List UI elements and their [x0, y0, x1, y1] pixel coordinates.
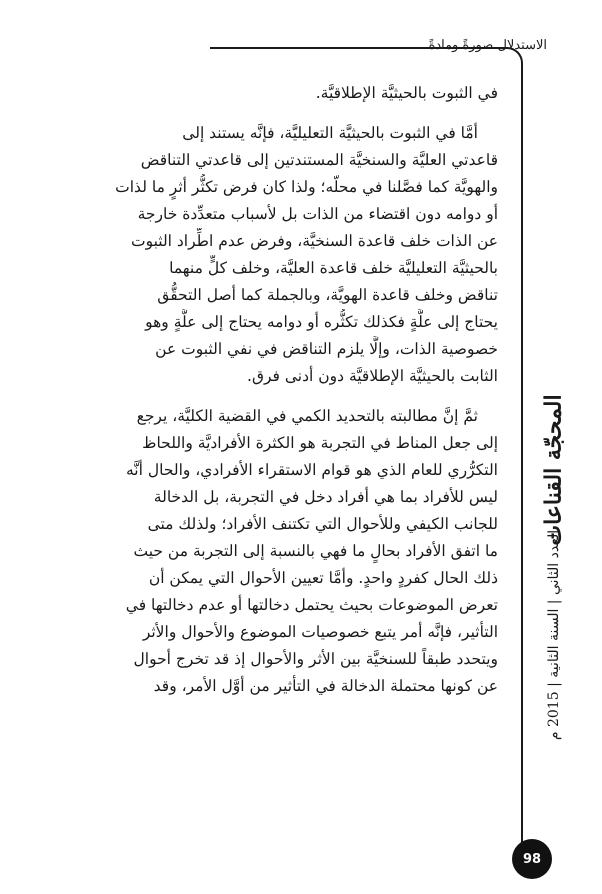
text-line: أو دوامه دون اقتضاء من الذات بل لأسباب متعدِّدة خارجة: [137, 205, 498, 223]
text-line: ذلك الحال كفردٍ واحدٍ. وأمَّا تعيين الأحوال التي يمكن أن: [148, 569, 498, 587]
text-line: خصوصية الذات، وإلَّا يلزم التناقض في نفي الثبوت عن: [155, 340, 498, 358]
text-line: ما اتفق الأفراد بحالٍ ما فهي بالنسبة إلى التجربة من حيث: [133, 542, 498, 560]
text-line: للجانب الكيفي وللأحوال التي تكتنف الأفراد؛ ولذلك متى: [147, 515, 498, 533]
text-line: تعرض الموضوعات بحيث يحتمل دخالتها أو عدم دخالتها في: [125, 596, 498, 614]
running-header: الاستدلال صورةً ومادةً: [428, 38, 547, 53]
text-line: عن كونها محتملة الدخالة في التأثير من أوَّل الأمر، وقد: [153, 677, 498, 695]
text-line: تناقض وخلف قاعدة الهويَّة، وبالجملة كما أصل التحقُّق: [157, 286, 498, 304]
text-line: في الثبوت بالحيثيَّة الإطلاقيَّة.: [315, 84, 498, 102]
text-line: والهويَّة كما فصَّلنا في محلّه؛ ولذا كان فرض تكثُّر أثرٍ ما لذات: [115, 178, 498, 196]
journal-logo-text: المحجّة القناعات: [541, 394, 567, 546]
text-line: أمَّا في الثبوت بالحيثيَّة التعليليَّة، فإنَّه يستند إلى: [182, 124, 478, 142]
page-number: 98: [512, 839, 552, 879]
text-line: التأثير، فإنَّه أمر يتبع خصوصيات الموضوع والأحوال والأثر: [142, 623, 498, 641]
paragraph-gap: [42, 390, 498, 403]
issue-info: [536, 520, 572, 750]
text-line: إلى جعل المناط في التجربة هو الكثرة الأفراديَّة واللحاظ: [142, 434, 498, 452]
text-line: قاعدتي العليَّة والسنخيَّة المستندتين إلى قاعدتي التناقض: [140, 151, 498, 169]
paragraph-gap: [42, 107, 498, 120]
journal-logo: [534, 394, 574, 546]
body-text: [42, 80, 498, 700]
text-line: بالحيثيَّة التعليليَّة خلف قاعدة العليَّة، وخلف كلٍّ منهما: [169, 259, 498, 277]
text-line: ويتحدد طبقاً للسنخيَّة بين الأثر والأحوال إذ قد تخرج أحوال: [133, 650, 498, 668]
issue-info-text: العدد الثاني | السنة الثانية | 2015 م: [546, 529, 563, 741]
text-line: الثابت بالحيثيَّة الإطلاقيَّة دون أدنى فرق.: [247, 367, 498, 385]
text-line: يحتاج إلى علَّةٍ فكذلك تكثُّره أو دوامه يحتاج إلى علَّةٍ وهو: [145, 313, 498, 331]
text-line: ليس للأفراد بما هي أفراد دخل في التجربة، بل الدخالة: [153, 488, 498, 506]
text-line: عن الذات خلف قاعدة السنخيَّة، وفرض عدم اطِّراد الثبوت: [130, 232, 498, 250]
text-line: التكرُّري للعام الذي هو قوام الاستقراء الأفرادي، والحال أنَّه: [126, 461, 498, 479]
text-line: ثمَّ إنَّ مطالبته بالتحديد الكمي في القضية الكليَّة، يرجع: [136, 407, 478, 425]
